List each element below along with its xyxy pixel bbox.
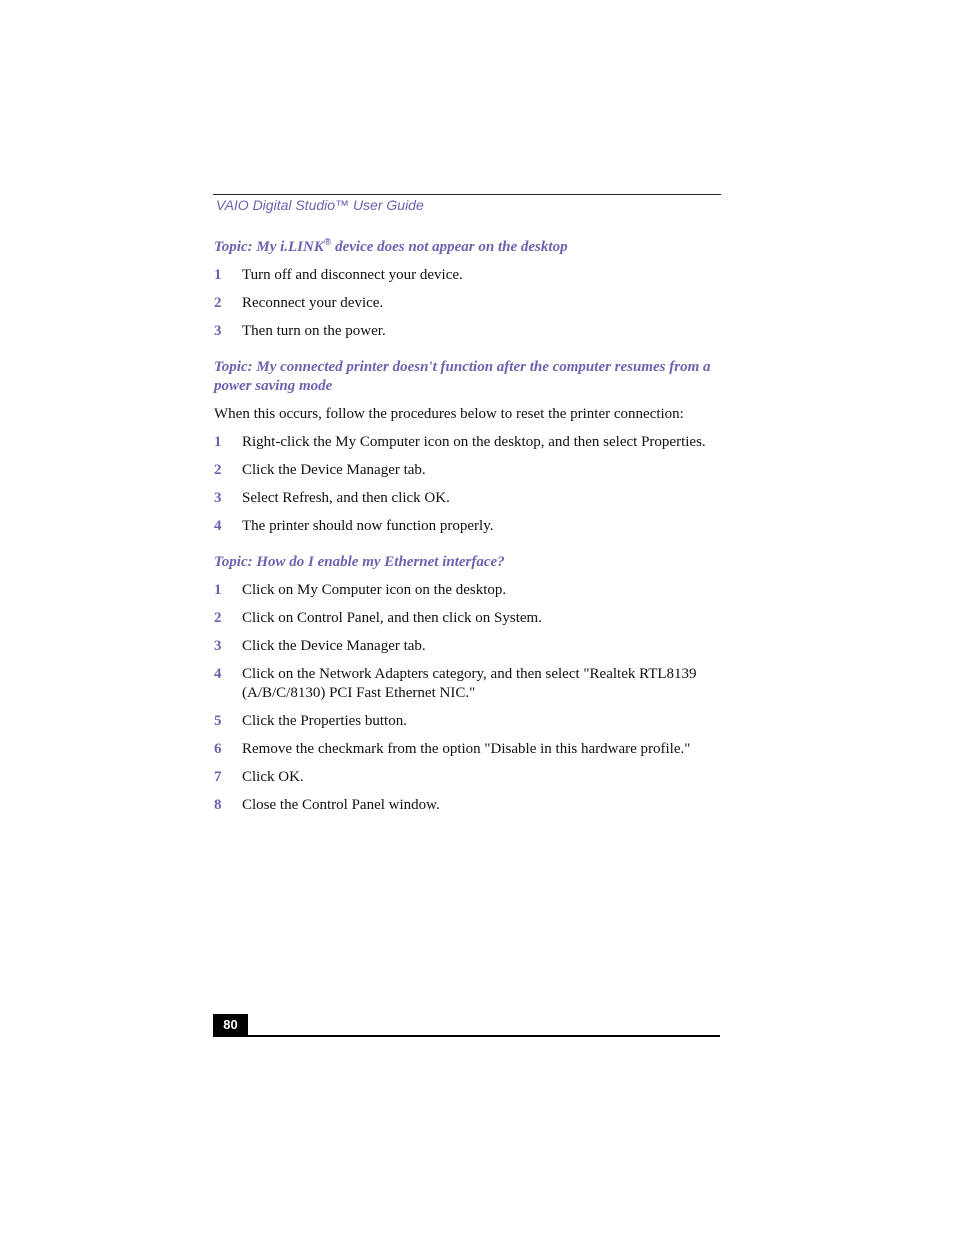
step-text: Right-click the My Computer icon on the desktop, and then select Properties. [242,434,706,450]
step-list-ethernet [214,581,720,815]
list-item [214,266,720,285]
list-item [214,517,720,536]
registered-mark: ® [323,237,332,248]
list-item [214,461,720,480]
step-text: Click the Device Manager tab. [242,638,426,654]
step-text: Select Refresh, and then click OK. [242,490,450,506]
running-header-title: VAIO Digital Studio™ User Guide [216,197,424,213]
topic-heading-ilink [214,238,720,257]
step-number: 3 [214,323,222,339]
intro-paragraph: When this occurs, follow the procedures below to reset the printer connection: [214,406,684,422]
step-number: 4 [214,666,222,682]
step-text: Reconnect your device. [242,295,384,311]
step-text: Click OK. [242,769,304,785]
list-item [214,433,720,452]
step-text: Click the Device Manager tab. [242,462,426,478]
step-text: Click the Properties button. [242,713,407,729]
step-text: Click on the Network Adapters category, and then select "Realtek RTL8139 (A/B/C/8130) PCI Fast Ethernet NIC." [242,666,697,701]
list-item [214,637,720,656]
step-number: 3 [214,638,222,654]
step-number: 6 [214,741,222,757]
step-number: 4 [214,518,222,534]
step-list-printer [214,433,720,536]
topic-heading-ethernet: Topic: How do I enable my Ethernet interface? [214,554,505,570]
step-list-ilink [214,266,720,341]
step-number: 1 [214,582,222,598]
step-number: 2 [214,295,222,311]
list-item [214,712,720,731]
step-number: 1 [214,267,222,283]
step-number: 7 [214,769,222,785]
step-number: 2 [214,462,222,478]
list-item [214,768,720,787]
header-rule [213,194,721,195]
step-text: Turn off and disconnect your device. [242,267,463,283]
step-number: 2 [214,610,222,626]
topic-heading-text: Topic: My i.LINK [214,239,324,255]
list-item [214,609,720,628]
list-item [214,581,720,600]
topic-heading-printer: Topic: My connected printer doesn't function after the computer resumes from a power saving mode [214,359,711,394]
list-item [214,322,720,341]
topic-heading-text: device does not appear on the desktop [331,239,568,255]
step-text: Then turn on the power. [242,323,386,339]
step-text: Click on Control Panel, and then click on System. [242,610,542,626]
step-text: Click on My Computer icon on the desktop. [242,582,507,598]
step-text: Close the Control Panel window. [242,797,440,813]
page-body [214,238,720,832]
step-number: 1 [214,434,222,450]
list-item [214,294,720,313]
list-item [214,665,720,703]
step-number: 5 [214,713,222,729]
list-item [214,740,720,759]
step-text: The printer should now function properly. [242,518,494,534]
list-item [214,489,720,508]
step-number: 3 [214,490,222,506]
step-number: 8 [214,797,222,813]
footer-rule [213,1035,720,1037]
step-text: Remove the checkmark from the option "Disable in this hardware profile." [242,741,691,757]
page-number: 80 [213,1014,248,1036]
list-item [214,796,720,815]
